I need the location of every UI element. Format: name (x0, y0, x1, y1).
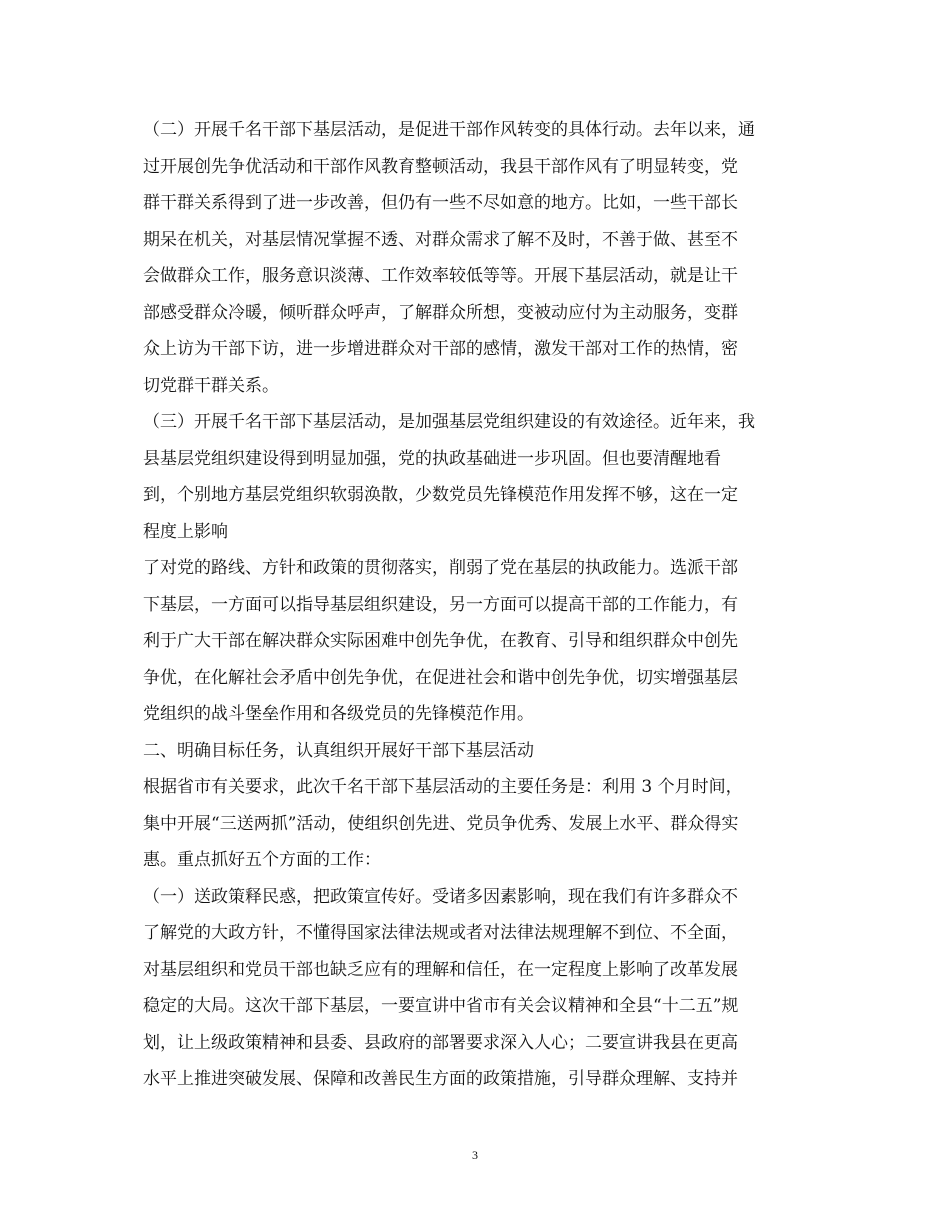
text-line: 党组织的战斗堡垒作用和各级党员的先锋模范作用。 (143, 704, 534, 724)
text-line: 争优，在化解社会矛盾中创先争优，在促进社会和谐中创先争优，切实增强基层 (143, 667, 738, 688)
text-line: （三）开展千名干部下基层活动，是加强基层党组织建设的有效途径。近年来，我 (143, 412, 755, 432)
text-line: 根据省市有关要求，此次千名干部下基层活动的主要任务是：利用 3 个月时间， (143, 777, 743, 797)
text-line: 到，个别地方基层党组织软弱涣散，少数党员先锋模范作用发挥不够，这在一定 (143, 485, 738, 505)
text-line: 集中开展“三送两抓”活动，使组织创先进、党员争优秀、发展上水平、群众得实 (143, 813, 739, 834)
text-line: 会做群众工作，服务意识淡薄、工作效率较低等等。开展下基层活动，就是让干 (143, 266, 738, 286)
text-line: 群干群关系得到了进一步改善，但仍有一些不尽如意的地方。比如，一些干部长 (143, 193, 738, 213)
page-number: 3 (472, 1148, 478, 1162)
text-line: 县基层党组织建设得到明显加强，党的执政基础进一步巩固。但也要清醒地看 (143, 448, 721, 469)
text-line: 下基层，一方面可以指导基层组织建设，另一方面可以提高干部的工作能力，有 (143, 594, 738, 615)
text-line: （二）开展千名干部下基层活动，是促进干部作风转变的具体行动。去年以来，通 (143, 120, 755, 140)
text-line: 程度上影响 (143, 521, 228, 542)
text-line: 利于广大干部在解决群众实际困难中创先争优，在教育、引导和组织群众中创先 (143, 631, 738, 651)
text-line: 惠。重点抓好五个方面的工作： (143, 850, 381, 870)
text-line: 对基层组织和党员干部也缺乏应有的理解和信任，在一定程度上影响了改革发展 (143, 959, 738, 980)
text-line: 期呆在机关，对基层情况掌握不透、对群众需求了解不及时，不善于做、甚至不 (143, 229, 738, 250)
section-heading: 二、明确目标任务，认真组织开展好干部下基层活动 (143, 740, 534, 761)
text-line: （一）送政策释民惑，把政策宣传好。受诸多因素影响，现在我们有许多群众不 (143, 886, 738, 907)
text-line: 过开展创先争优活动和干部作风教育整顿活动，我县干部作风有了明显转变，党 (143, 156, 738, 177)
text-line: 部感受群众冷暖，倾听群众呼声，了解群众所想，变被动应付为主动服务，变群 (143, 302, 738, 323)
text-line: 切党群干群关系。 (143, 375, 279, 396)
text-line: 了解党的大政方针，不懂得国家法律法规或者对法律法规理解不到位、不全面， (143, 923, 738, 943)
text-line: 了对党的路线、方针和政策的贯彻落实，削弱了党在基层的执政能力。选派干部 (143, 558, 738, 578)
text-line: 水平上推进突破发展、保障和改善民生方面的政策措施，引导群众理解、支持并 (143, 1069, 738, 1089)
text-line: 划，让上级政策精神和县委、县政府的部署要求深入人心；二要宣讲我县在更高 (143, 1032, 738, 1053)
text-line: 稳定的大局。这次干部下基层，一要宣讲中省市有关会议精神和全县“十二五”规 (143, 996, 739, 1016)
document-body (143, 112, 807, 1098)
text-line: 众上访为干部下访，进一步增进群众对干部的感情，激发干部对工作的热情，密 (143, 339, 738, 359)
